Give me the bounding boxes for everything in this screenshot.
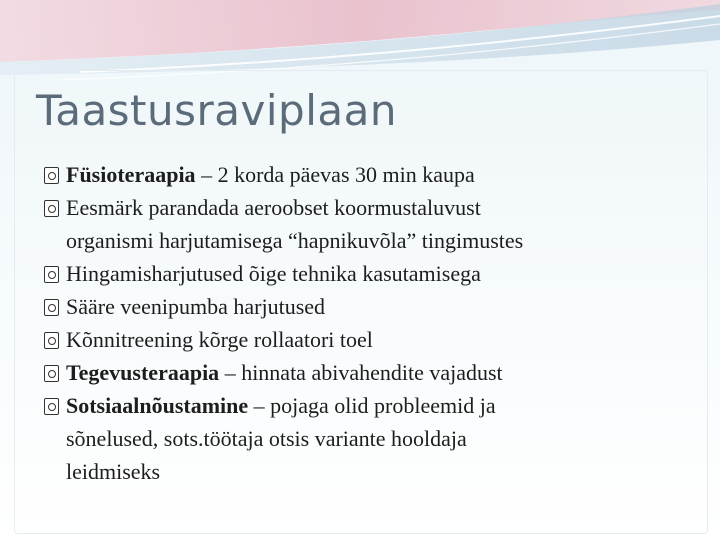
list-item <box>44 257 694 290</box>
item-text-continued: organismi harjutamisega “hapnikuvõla” tingimustes <box>66 228 524 253</box>
item-text: Sääre veenipumba harjutused <box>66 294 326 319</box>
list-item <box>44 290 694 323</box>
item-text: – pojaga olid probleemid ja <box>248 393 496 418</box>
item-text: Kõnnitreening kõrge rollaatori toel <box>66 327 373 352</box>
list-item <box>44 158 694 191</box>
square-bullet-icon <box>44 299 59 316</box>
item-text: – 2 korda päevas 30 min kaupa <box>195 162 475 187</box>
list-item <box>44 191 694 257</box>
square-bullet-icon <box>44 167 59 184</box>
item-text: – hinnata abivahendite vajadust <box>219 360 503 385</box>
item-text: Hingamisharjutused õige tehnika kasutamisega <box>66 261 481 286</box>
square-bullet-icon <box>44 200 59 217</box>
square-bullet-icon <box>44 266 59 283</box>
item-bold-label: Sotsiaalnõustamine <box>66 393 249 418</box>
item-text-continued: leidmiseks <box>66 459 161 484</box>
bullet-list <box>44 158 694 488</box>
square-bullet-icon <box>44 365 59 382</box>
item-text-continued: sõnelused, sots.töötaja otsis variante hooldaja <box>66 426 467 451</box>
item-bold-label: Füsioteraapia <box>66 162 196 187</box>
list-item <box>44 323 694 356</box>
item-bold-label: Tegevusteraapia <box>66 360 220 385</box>
list-item <box>44 356 694 389</box>
item-text: Eesmärk parandada aeroobset koormustaluvust <box>66 195 481 220</box>
slide-title: Taastusraviplaan <box>36 86 397 135</box>
square-bullet-icon <box>44 398 59 415</box>
square-bullet-icon <box>44 332 59 349</box>
list-item <box>44 389 694 488</box>
